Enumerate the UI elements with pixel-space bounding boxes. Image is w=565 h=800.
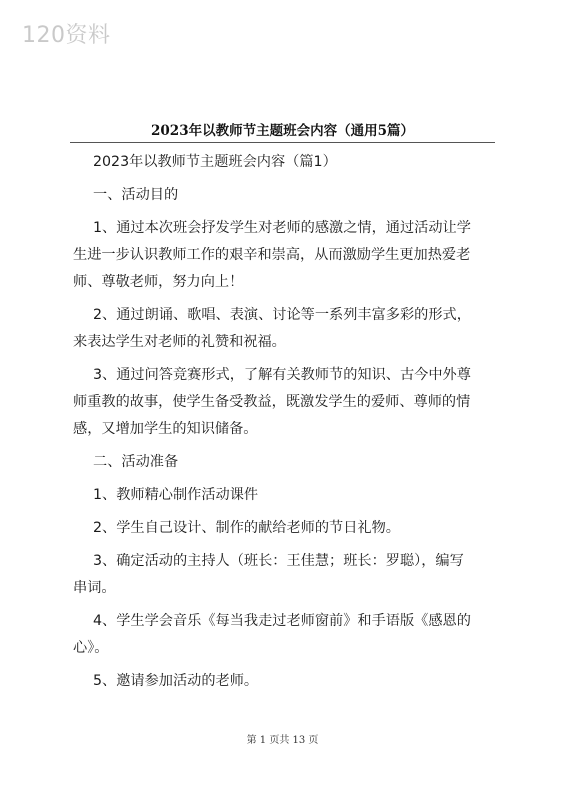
paragraph-line: 师、尊敬老师，努力向上！ xyxy=(73,274,244,290)
paragraph-line: 4、学生学会音乐《每当我走过老师窗前》和手语版《感恩的 xyxy=(93,613,471,629)
title-divider xyxy=(70,142,495,143)
paragraph-line: 串词。 xyxy=(73,580,116,596)
section-subtitle: 2023年以教师节主题班会内容（篇1） xyxy=(93,154,337,170)
document-body xyxy=(73,149,499,695)
paragraph-line: 师重教的故事，使学生备受教益，既激发学生的爱师、尊师的情 xyxy=(73,394,471,410)
paragraph-line: 2、学生自己设计、制作的献给老师的节日礼物。 xyxy=(93,520,400,536)
heading-prep: 二、活动准备 xyxy=(93,454,179,470)
paragraph-line: 2、通过朗诵、歌唱、表演、讨论等一系列丰富多彩的形式， xyxy=(93,307,471,323)
paragraph-line: 3、确定活动的主持人（班长：王佳慧；班长：罗聪），编写 xyxy=(93,553,464,569)
paragraph-line: 3、通过问答竞赛形式，了解有关教师节的知识、古今中外尊 xyxy=(93,367,471,383)
paragraph-line: 5、邀请参加活动的老师。 xyxy=(93,673,259,689)
paragraph-line: 1、教师精心制作活动课件 xyxy=(93,487,259,503)
heading-goal: 一、活动目的 xyxy=(93,187,179,203)
paragraph-line: 1、通过本次班会抒发学生对老师的感激之情，通过活动让学 xyxy=(93,220,471,236)
paragraph-line: 来表达学生对老师的礼赞和祝福。 xyxy=(73,334,286,350)
paragraph-line: 生进一步认识教师工作的艰辛和崇高，从而激励学生更加热爱老 xyxy=(73,247,471,263)
paragraph-line: 感，又增加学生的知识储备。 xyxy=(73,421,258,437)
page-footer: 第 1 页共 13 页 xyxy=(246,735,319,746)
document-title: 2023年以教师节主题班会内容（通用5篇） xyxy=(151,123,414,139)
paragraph-line: 心》。 xyxy=(73,640,109,656)
watermark-logo: 120资料 xyxy=(22,23,111,48)
